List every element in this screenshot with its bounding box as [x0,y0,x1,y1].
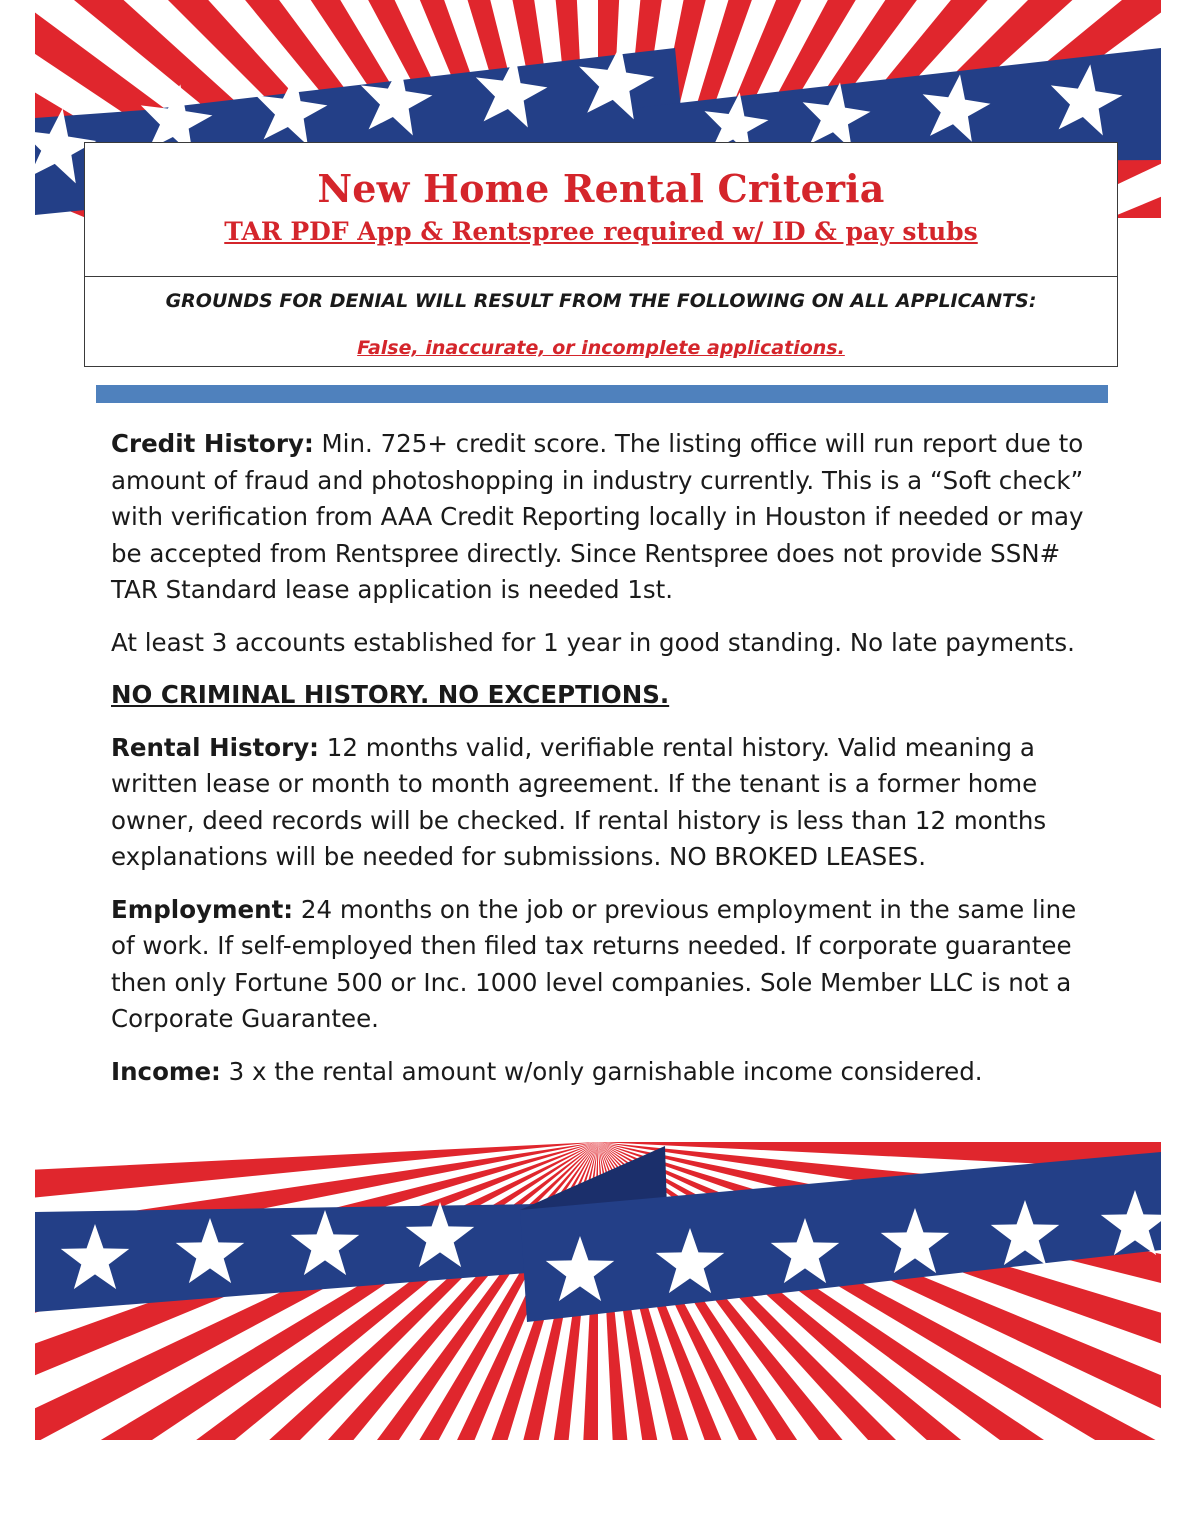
rental-history-text: 12 months valid, verifiable rental history. Valid meaning a written lease or month to month agreement. If the tenant is a former home owner, deed records will be checked. If rental history is less than 12 months explanations will be needed for submissions. NO BROKED LEASES. [111,732,1047,871]
income-paragraph [111,1054,1101,1091]
income-text: 3 x the rental amount w/only garnishable income considered. [220,1056,983,1086]
credit-history-text: Min. 725+ credit score. The listing office will run report due to amount of fraud and photoshopping in industry currently. This is a “Soft check” with verification from AAA Credit Reporting locally in Houston if needed or may be accepted from Rentspree directly. Since Rentspree does not provide SSN# TAR Standard lease application is needed 1st. [111,429,1084,604]
rental-history-label: Rental History: [111,732,319,762]
accounts-text: At least 3 accounts established for 1 year in good standing. No late payments. [111,627,1075,657]
bottom-flag-banner [35,1142,1161,1440]
criminal-history-text: NO CRIMINAL HISTORY. NO EXCEPTIONS. [111,680,670,709]
credit-history-label: Credit History: [111,429,314,458]
employment-paragraph [111,892,1101,1038]
employment-label: Employment: [111,894,294,924]
employment-text: 24 months on the job or previous employment in the same line of work. If self-employed then filed tax returns needed. If corporate guarantee then only Fortune 500 or Inc. 1000 level companies. Sole Member LLC is not a Corporate Guarantee. [111,894,1077,1033]
bottom-flag-graphic [35,1142,1161,1440]
header-denial-section [85,277,1117,359]
income-label: Income: [111,1056,221,1086]
false-applications-note: False, inaccurate, or incomplete applications. [357,337,845,359]
page-title: New Home Rental Criteria [317,166,885,211]
section-divider [96,385,1108,403]
rental-history-paragraph [111,730,1101,876]
credit-history-paragraph [111,426,1101,609]
header-box [84,142,1118,367]
criteria-body [111,426,1101,1106]
criminal-history-paragraph [111,677,1101,714]
grounds-for-denial-heading: GROUNDS FOR DENIAL WILL RESULT FROM THE FOLLOWING ON ALL APPLICANTS: [165,290,1037,312]
header-title-section [85,143,1117,277]
accounts-paragraph [111,625,1101,662]
page-subtitle: TAR PDF App & Rentspree required w/ ID & pay stubs [224,217,978,246]
